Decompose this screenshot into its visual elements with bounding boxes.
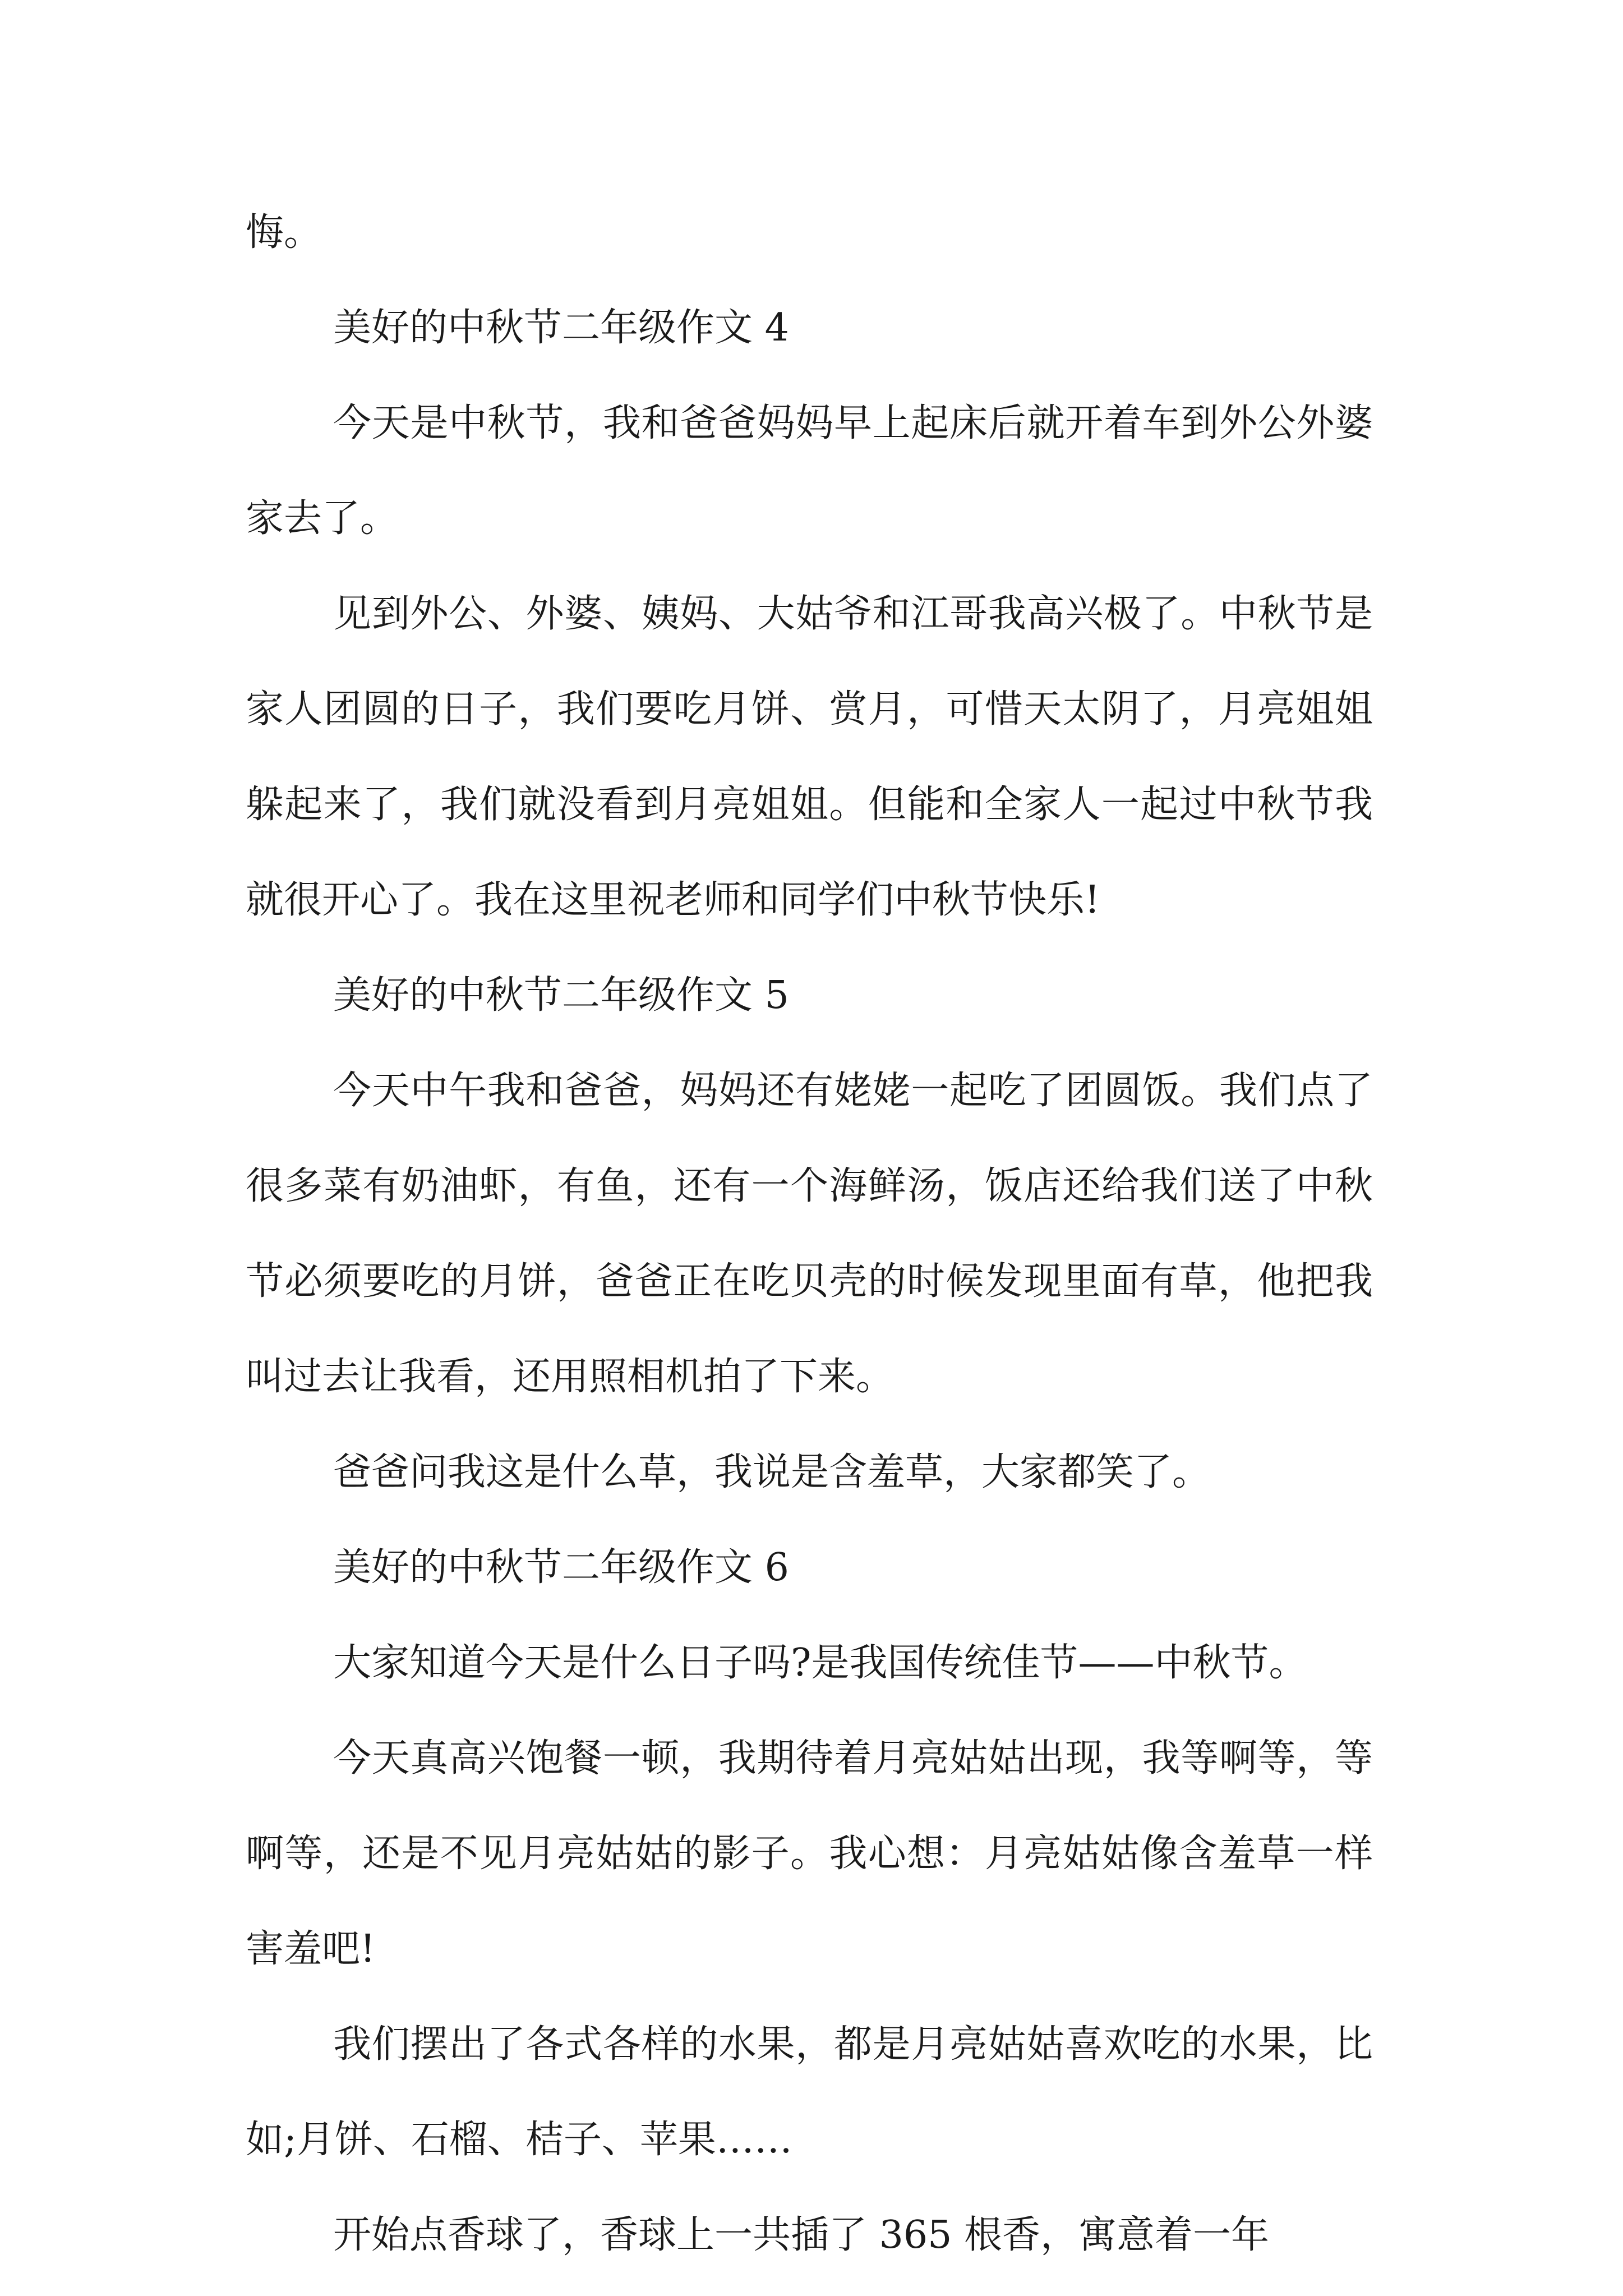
paragraph: 开始点香球了，香球上一共插了 365 根香，寓意着一年 xyxy=(333,2213,1270,2257)
paragraph: 爸爸问我这是什么草，我说是含羞草，大家都笑了。 xyxy=(333,1450,1211,1494)
essay-text xyxy=(246,185,1373,2283)
paragraph: 今天是中秋节，我和爸爸妈妈早上起床后就开着车到外公外婆家去了。 xyxy=(246,401,1373,541)
paragraph: 大家知道今天是什么日子吗?是我国传统佳节——中秋节。 xyxy=(333,1641,1307,1685)
paragraph: 今天中午我和爸爸，妈妈还有姥姥一起吃了团圆饭。我们点了很多菜有奶油虾，有鱼，还有一个海鲜汤，饭店还给我们送了中秋节必须要吃的月饼，爸爸正在吃贝壳的时候发现里面有草，他把我叫过去让我看，还用照相机拍了下来。 xyxy=(246,1069,1373,1399)
paragraph: 今天真高兴饱餐一顿，我期待着月亮姑姑出现，我等啊等，等啊等，还是不见月亮姑姑的影子。我心想：月亮姑姑像含羞草一样害羞吧! xyxy=(246,1736,1373,1971)
paragraph: 悔。 xyxy=(246,210,322,255)
essay-heading: 美好的中秋节二年级作文 6 xyxy=(333,1545,789,1590)
essay-heading: 美好的中秋节二年级作文 4 xyxy=(333,306,789,350)
paragraph: 我们摆出了各式各样的水果，都是月亮姑姑喜欢吃的水果，比如;月饼、石榴、桔子、苹果…… xyxy=(246,2022,1373,2162)
essay-heading: 美好的中秋节二年级作文 5 xyxy=(333,973,789,1018)
paragraph: 见到外公、外婆、姨妈、大姑爷和江哥我高兴极了。中秋节是家人团圆的日子，我们要吃月饼、赏月，可惜天太阴了，月亮姐姐躲起来了，我们就没看到月亮姐姐。但能和全家人一起过中秋节我就很开心了。我在这里祝老师和同学们中秋节快乐! xyxy=(246,592,1373,922)
